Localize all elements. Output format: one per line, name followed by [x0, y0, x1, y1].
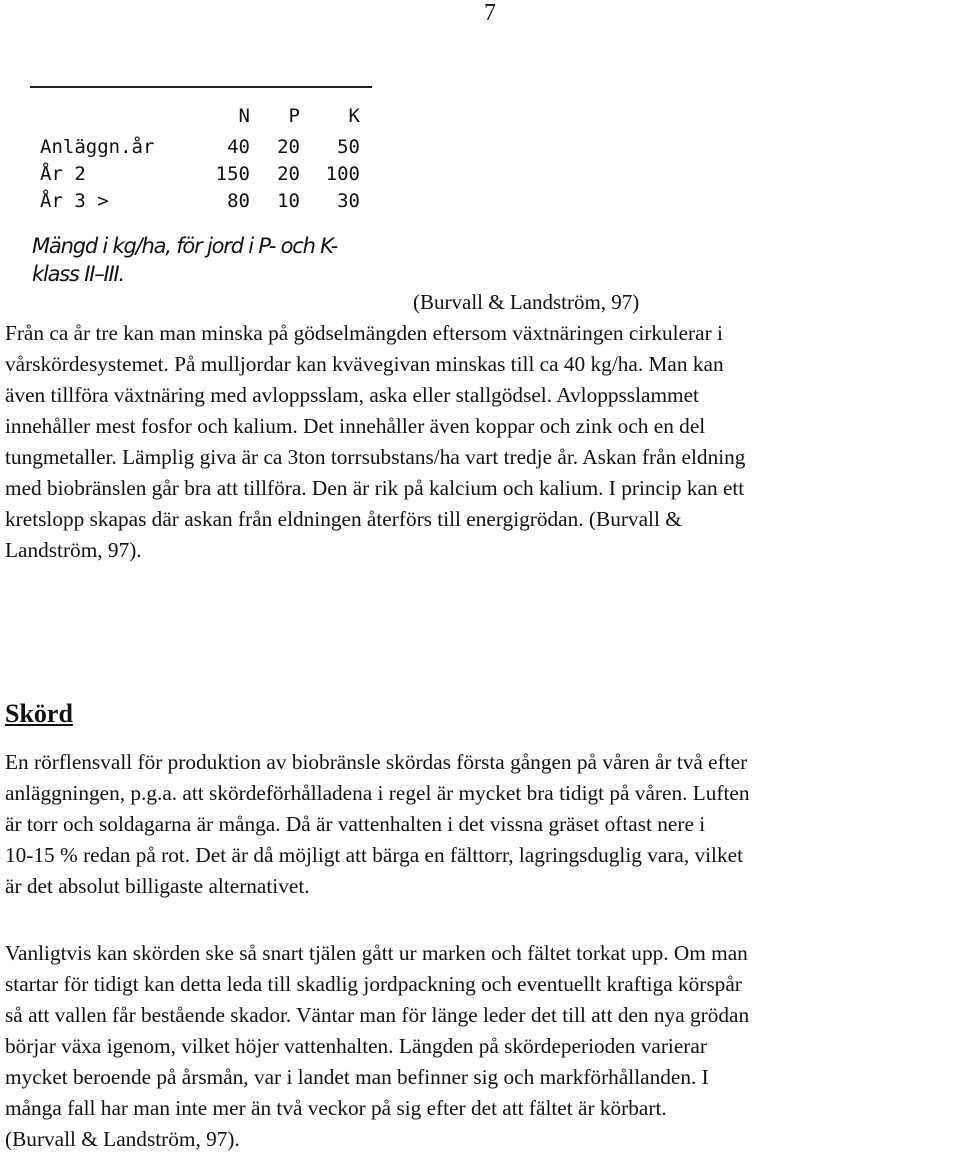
text-line: kretslopp skapas där askan från eldningen återförs till energigrödan. (Burvall & — [5, 507, 682, 531]
text-line: med biobränslen går bra att tillföra. Den är rik på kalcium och kalium. I princip kan ett — [5, 476, 745, 500]
text-line: (Burvall & Landström, 97). — [5, 1127, 240, 1151]
table-caption — [32, 232, 372, 288]
cell-k: 30 — [337, 190, 360, 212]
text-line: innehåller mest fosfor och kalium. Det innehåller även koppar och zink och en del — [5, 414, 706, 438]
column-header-n: N — [238, 105, 250, 127]
row-label: År 3 > — [40, 190, 109, 212]
cell-n: 40 — [227, 136, 250, 158]
text-line: är torr och soldagarna är många. Då är vattenhalten i det vissna gräset oftast nere i — [5, 812, 706, 836]
text-line: 10-15 % redan på rot. Det är då möjligt att bärga en fälttorr, lagringsduglig vara, vilket — [5, 843, 743, 867]
column-header-p: P — [288, 105, 300, 127]
text-line: En rörflensvall för produktion av biobränsle skördas första gången på våren år två efter — [5, 750, 748, 774]
cell-p: 20 — [277, 136, 300, 158]
cell-k: 50 — [337, 136, 360, 158]
cell-p: 20 — [277, 163, 300, 185]
text-line: Vanligtvis kan skörden ske så snart tjälen gått ur marken och fältet torkat upp. Om man — [5, 941, 748, 965]
paragraph-fertilization — [5, 318, 953, 566]
cell-p: 10 — [277, 190, 300, 212]
text-line: så att vallen får bestående skador. Väntar man för länge leder det till att den nya grödan — [5, 1003, 750, 1027]
caption-line: klass II–III. — [32, 262, 124, 286]
nutrient-table-figure — [30, 86, 372, 291]
text-line: är det absolut billigaste alternativet. — [5, 874, 310, 898]
row-label: År 2 — [40, 163, 86, 185]
section-heading: Skörd — [5, 699, 73, 728]
text-line: många fall har man inte mer än två veckor på sig efter det att fältet är körbart. — [5, 1096, 667, 1120]
cell-n: 150 — [215, 163, 250, 185]
row-label: Anläggn.år — [40, 136, 155, 158]
column-header-k: K — [348, 105, 360, 127]
text-line: Från ca år tre kan man minska på gödselmängden eftersom växtnäringen cirkulerar i — [5, 321, 723, 345]
text-line: även tillföra växtnäring med avloppsslam, aska eller stallgödsel. Avloppsslammet — [5, 383, 699, 407]
text-line: mycket beroende på årsmån, var i landet man befinner sig och markförhållanden. I — [5, 1065, 709, 1089]
text-line: startar för tidigt kan detta leda till skadlig jordpackning och eventuellt kraftiga körspår — [5, 972, 742, 996]
paragraph-harvest-timing — [5, 747, 953, 902]
table-top-rule — [30, 86, 372, 88]
text-line: tungmetaller. Lämplig giva är ca 3ton torrsubstans/ha vart tredje år. Askan från eldning — [5, 445, 746, 469]
caption-line: Mängd i kg/ha, för jord i P- och K- — [32, 234, 338, 258]
text-line: vårskördesystemet. På mulljordar kan kvävegivan minskas till ca 40 kg/ha. Man kan — [5, 352, 724, 376]
page-number: 7 — [484, 0, 496, 26]
cell-n: 80 — [227, 190, 250, 212]
text-line: Landström, 97). — [5, 538, 142, 562]
paragraph-harvest-conditions — [5, 938, 953, 1155]
text-line: anläggningen, p.g.a. att skördeförhålladena i regel är mycket bra tidigt på våren. Luften — [5, 781, 750, 805]
cell-k: 100 — [325, 163, 360, 185]
table-citation: (Burvall & Landström, 97) — [413, 290, 640, 314]
text-line: börjar växa igenom, vilket höjer vattenhalten. Längden på skördeperioden varierar — [5, 1034, 707, 1058]
